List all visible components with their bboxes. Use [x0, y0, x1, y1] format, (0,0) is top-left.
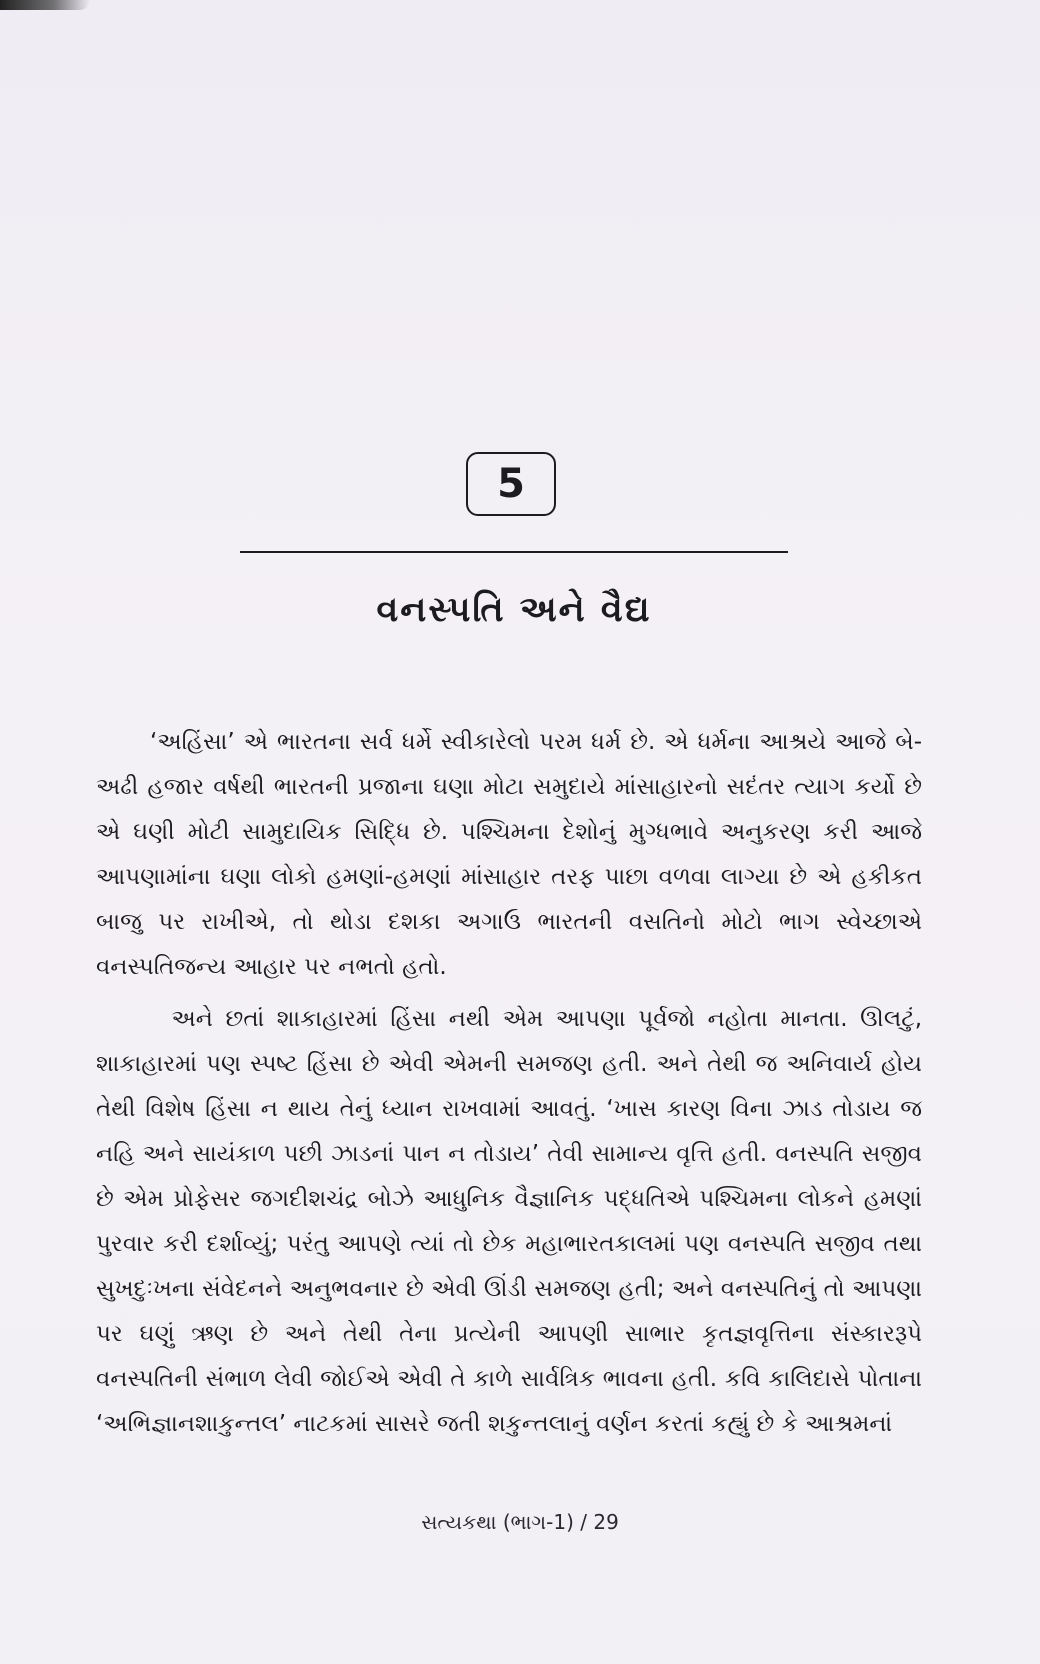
chapter-title: વનસ્પતિ અને વૈદ્ય — [376, 590, 652, 630]
page-edge-shadow — [0, 0, 90, 10]
paragraph-2: અને છતાં શાકાહારમાં હિંસા નથી એમ આપણા પૂર્વજો નહોતા માનતા. ઊલટું, શાકાહારમાં પણ સ્પષ્ટ હિંસા છે એવી એમની સમજણ હતી. અને તેથી જ અનિવાર્ય હોય તેથી વિશેષ હિંસા ન થાય તેનું ધ્યાન રાખવામાં આવતું. ‘ખાસ કારણ વિના ઝાડ તોડાય જ નહિ અને સાયંકાળ પછી ઝાડનાં પાન ન તોડાય’ તેવી સામાન્ય વૃત્તિ હતી. વનસ્પતિ સજીવ છે એમ પ્રોફેસર જગદીશચંદ્ર બોઝે આધુનિક વૈજ્ઞાનિક પદ્ધતિએ પશ્ચિમના લોકને હમણાં પુરવાર કરી દર્શાવ્યું; પરંતુ આપણે ત્યાં તો છેક મહાભારતકાલમાં પણ વનસ્પતિ સજીવ તથા સુખદુઃખના સંવેદનને અનુભવનાર છે એવી ઊંડી સમજણ હતી; અને વનસ્પતિનું તો આપણા પર ઘણું ઋણ છે અને તેથી તેના પ્રત્યેની આપણી સાભાર કૃતજ્ઞવૃત્તિના સંસ્કારરૂપે વનસ્પતિની સંભાળ લેવી જોઈએ એવી તે કાળે સાર્વત્રિક ભાવના હતી. કવિ કાલિદાસે પોતાના ‘અભિજ્ઞાનશાકુન્તલ’ નાટકમાં સાસરે જતી શકુન્તલાનું વર્ણન કરતાં કહ્યું છે કે આશ્રમનાં — [96, 1006, 930, 1437]
page-footer: સત્યકથા (ભાગ-1) / 29 — [421, 1510, 619, 1534]
chapter-divider — [240, 551, 788, 553]
chapter-number: 5 — [497, 461, 525, 507]
body-text — [96, 720, 930, 1447]
chapter-number-box — [466, 452, 556, 516]
paragraph-1: ‘અહિંસા’ એ ભારતના સર્વ ધર્મે સ્વીકારેલો પરમ ધર્મ છે. એ ધર્મના આશ્રયે આજે બે-અઢી હજાર વર્ષથી ભારતની પ્રજાના ઘણા મોટા સમુદાયે માંસાહારનો સદંતર ત્યાગ કર્યો છે એ ઘણી મોટી સામુદાયિક સિદ્ધિ છે. પશ્ચિમના દેશોનું મુગ્ધભાવે અનુકરણ કરી આજે આપણામાંના ઘણા લોકો હમણાં-હમણાં માંસાહાર તરફ પાછા વળવા લાગ્યા છે એ હકીકત બાજુ પર રાખીએ, તો થોડા દશકા અગાઉ ભારતની વસતિનો મોટો ભાગ સ્વેચ્છાએ વનસ્પતિજન્ય આહાર પર નભતો હતો. — [96, 729, 930, 980]
